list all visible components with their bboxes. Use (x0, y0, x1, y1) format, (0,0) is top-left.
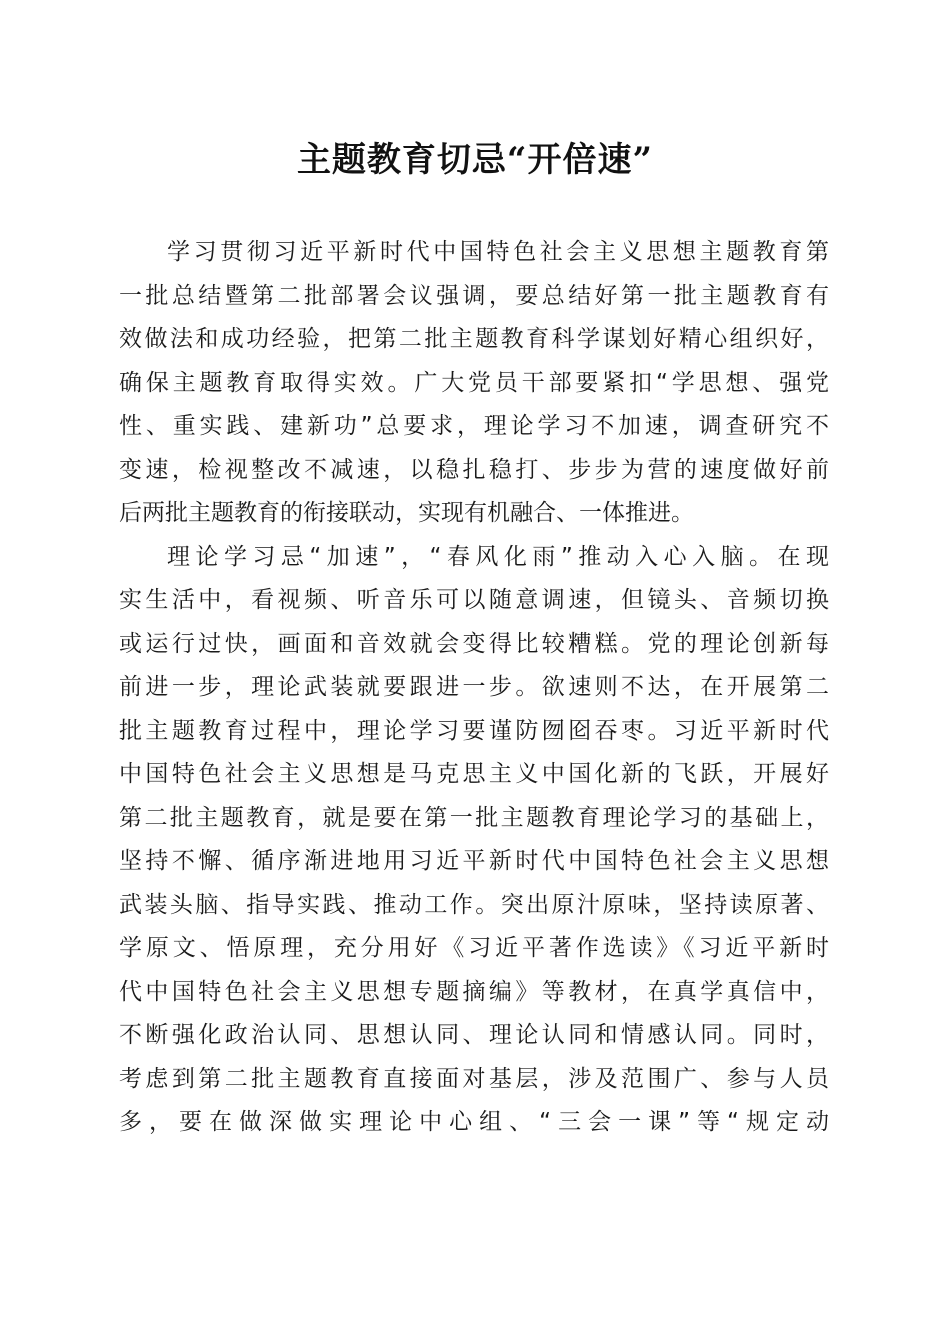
paragraph-line: 后两批主题教育的衔接联动，实现有机融合、一体推进。 (119, 500, 694, 526)
paragraph-line: 不断强化政治认同、思想认同、理论认同和情感认同。同时， (119, 1022, 829, 1048)
paragraph-line: 一批总结暨第二批部署会议强调，要总结好第一批主题教育有 (119, 282, 829, 309)
paragraph-line: 确保主题教育取得实效。广大党员干部要紧扣“学思想、强党 (119, 369, 829, 396)
paragraph-line: 效做法和成功经验，把第二批主题教育科学谋划好精心组织好， (119, 326, 829, 352)
paragraph-line: 前进一步，理论武装就要跟进一步。欲速则不达，在开展第二 (119, 674, 829, 700)
document-body (119, 231, 829, 1145)
paragraph-line: 代中国特色社会主义思想专题摘编》等教材，在真学真信中， (119, 978, 829, 1005)
paragraph-line: 变速，检视整改不减速，以稳扎稳打、步步为营的速度做好前 (119, 456, 829, 483)
paragraph-line: 第二批主题教育，就是要在第一批主题教育理论学习的基础上， (119, 804, 829, 831)
paragraph-line: 中国特色社会主义思想是马克思主义中国化新的飞跃，开展好 (119, 761, 829, 787)
paragraph-line: 武装头脑、指导实践、推动工作。突出原汁原味，坚持读原著、 (119, 891, 829, 918)
paragraph-line: 考虑到第二批主题教育直接面对基层，涉及范围广、参与人员 (119, 1065, 829, 1092)
paragraph-line: 性、重实践、建新功”总要求，理论学习不加速，调查研究不 (119, 413, 829, 439)
paragraph-line: 学原文、悟原理，充分用好《习近平著作选读》《习近平新时 (119, 935, 829, 961)
paragraph-line: 批主题教育过程中，理论学习要谨防囫囵吞枣。习近平新时代 (119, 717, 829, 744)
paragraph-line: 理论学习忌“加速”，“春风化雨”推动入心入脑。在现 (167, 543, 829, 570)
document-title: 主题教育切忌“开倍速” (296, 140, 654, 180)
paragraph-line: 坚持不懈、循序渐进地用习近平新时代中国特色社会主义思想 (119, 848, 829, 874)
paragraph-line: 学习贯彻习近平新时代中国特色社会主义思想主题教育第 (167, 239, 829, 265)
paragraph-line: 或运行过快，画面和音效就会变得比较糟糕。党的理论创新每 (119, 630, 829, 657)
paragraph-line: 多，要在做深做实理论中心组、“三会一课”等“规定动 (119, 1109, 829, 1135)
paragraph-line: 实生活中，看视频、听音乐可以随意调速，但镜头、音频切换 (119, 587, 829, 613)
